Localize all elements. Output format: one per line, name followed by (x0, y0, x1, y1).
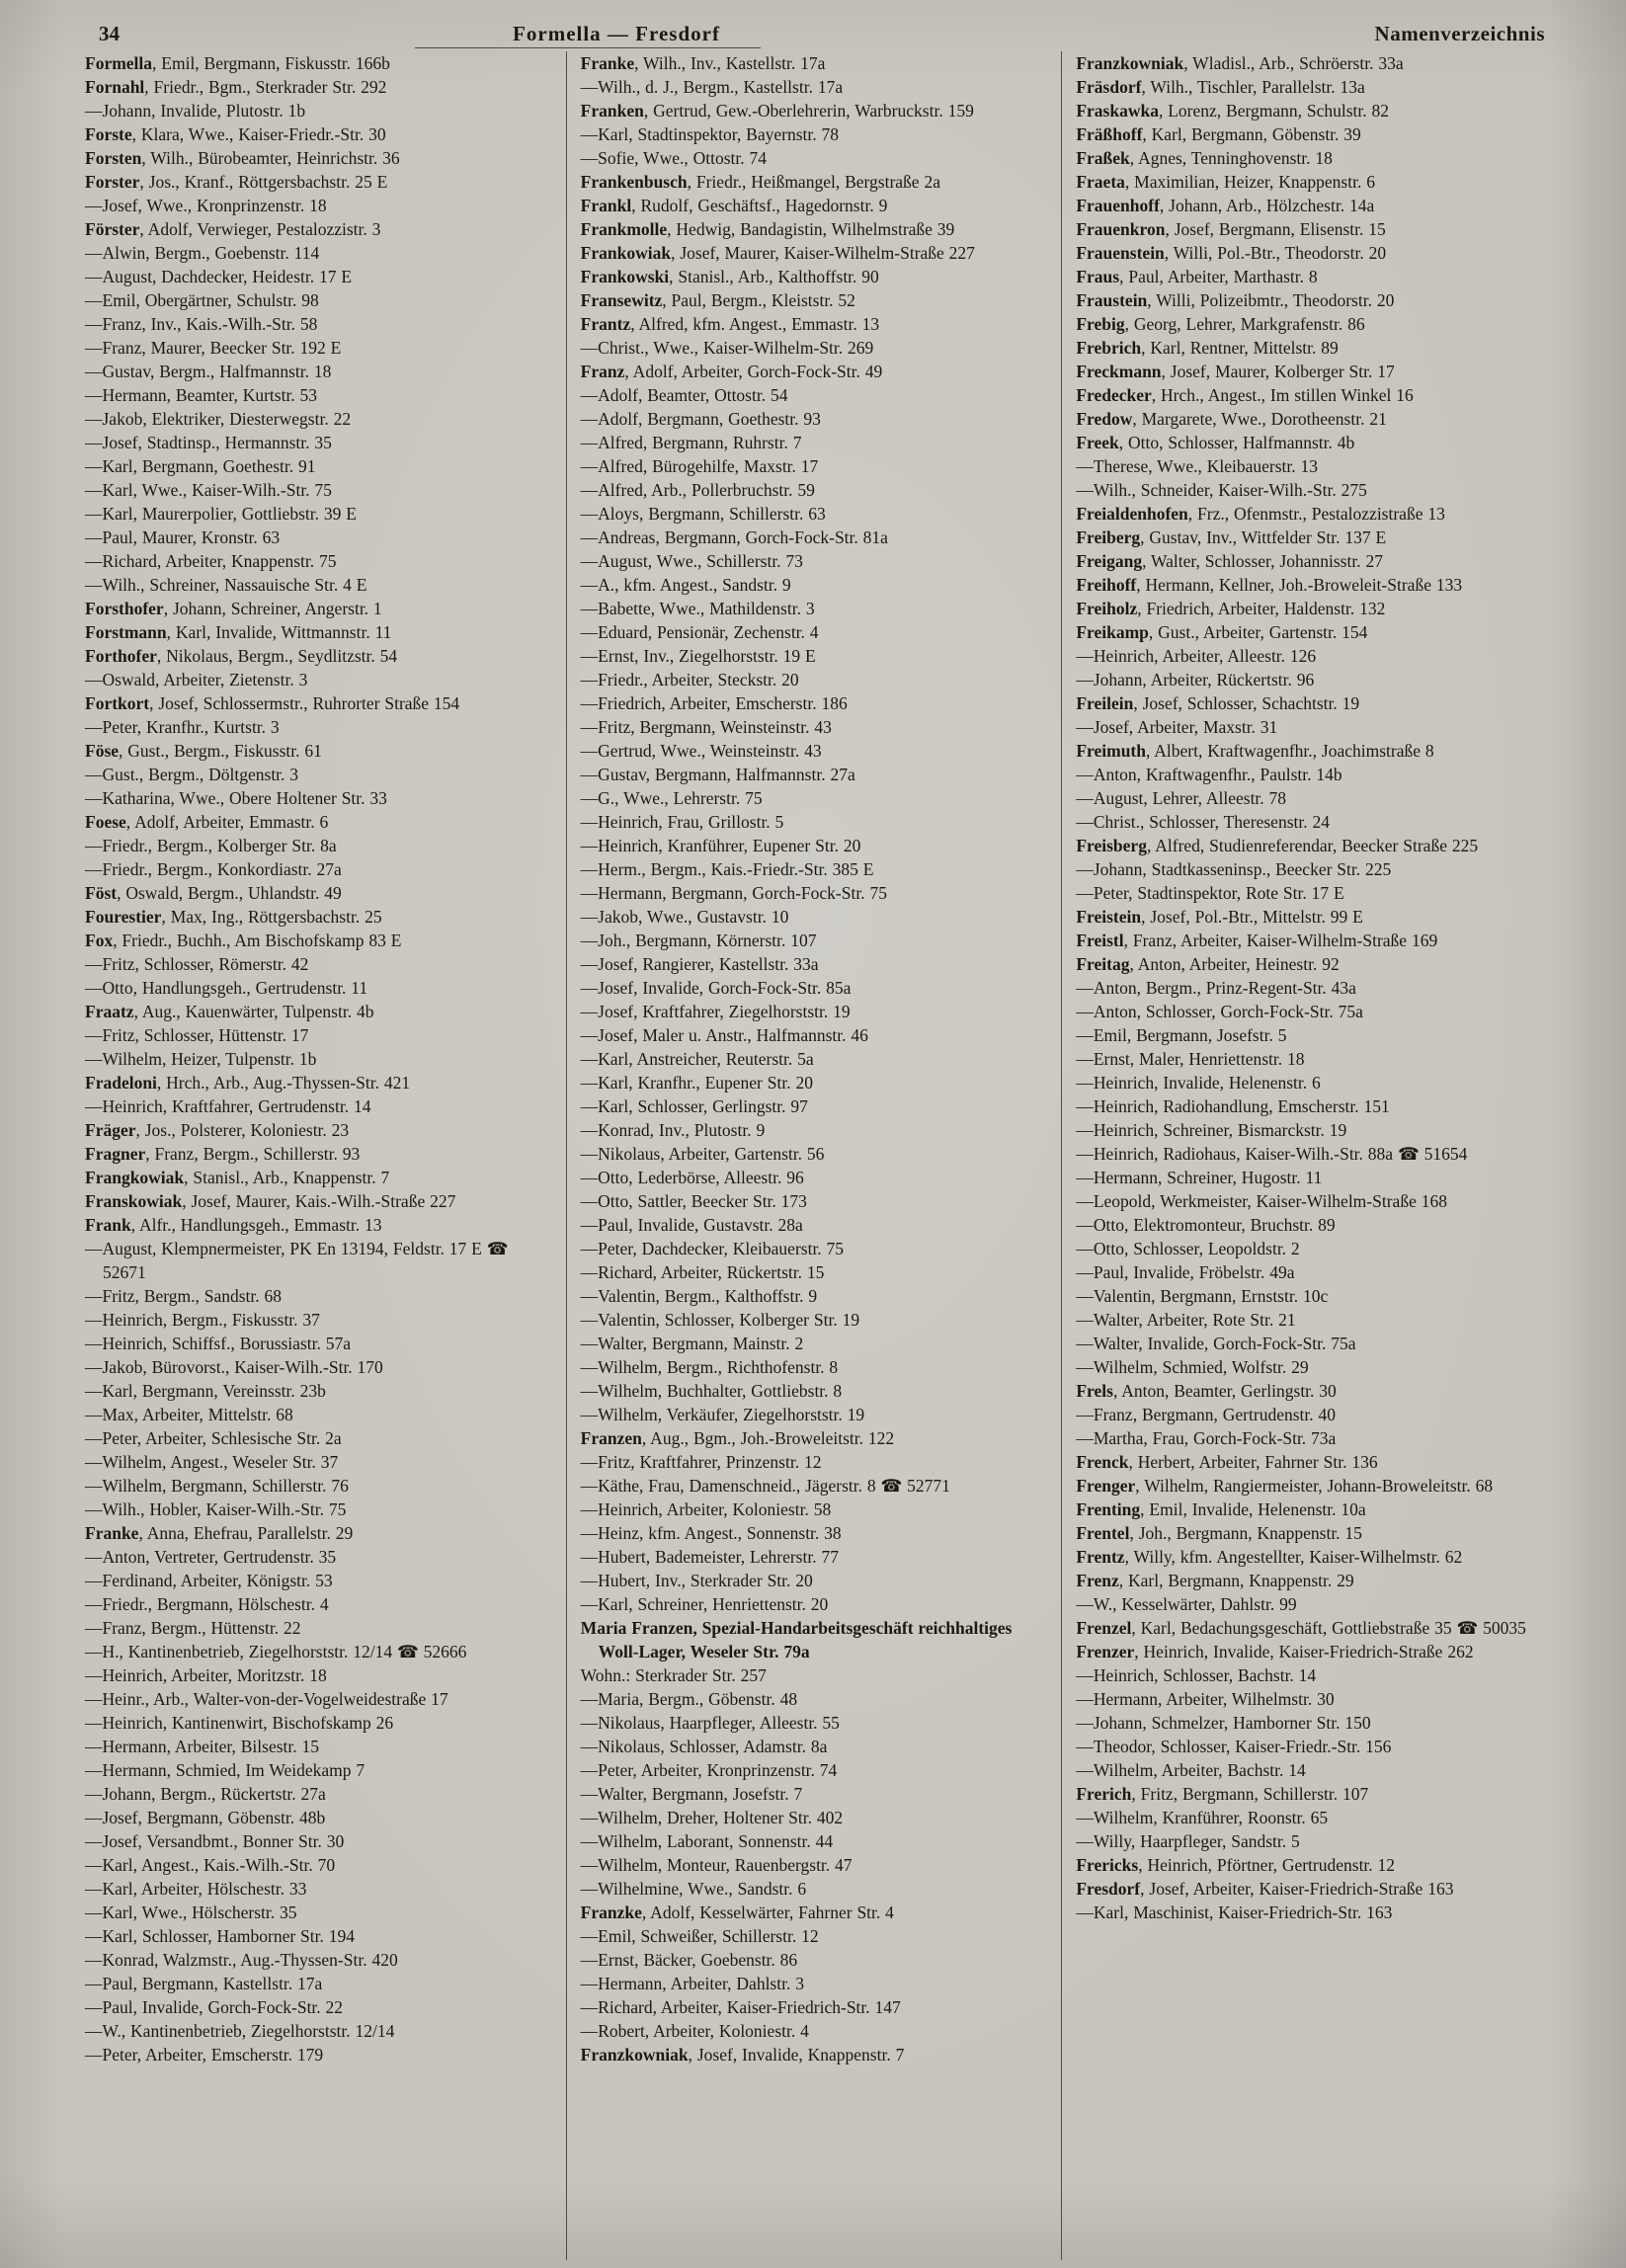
directory-entry: —Hermann, Schmied, Im Weidekamp 7 (85, 1760, 366, 1780)
directory-entry: —Heinrich, Arbeiter, Koloniestr. 58 (580, 1499, 832, 1519)
directory-entry: —Wilhelm, Angest., Weseler Str. 37 (85, 1452, 339, 1472)
directory-entry: —Otto, Elektromonteur, Bruchstr. 89 (1076, 1215, 1336, 1235)
directory-entry: —Wilhelm, Bergm., Richthofenstr. 8 (580, 1357, 839, 1377)
directory-entry: —Josef, Wwe., Kronprinzenstr. 18 (85, 196, 327, 215)
directory-entry: —Karl, Angest., Kais.-Wilh.-Str. 70 (85, 1855, 336, 1875)
directory-entry: —Sofie, Wwe., Ottostr. 74 (580, 148, 767, 168)
directory-entry: —Otto, Handlungsgeh., Gertrudenstr. 11 (85, 978, 368, 998)
directory-entry: Föst, Oswald, Bergm., Uhlandstr. 49 (85, 883, 342, 903)
directory-entry: Forster, Jos., Kranf., Röttgersbachstr. 25 E (85, 172, 388, 192)
directory-entry: —Peter, Dachdecker, Kleibauerstr. 75 (580, 1239, 845, 1258)
directory-entry: —Gertrud, Wwe., Weinsteinstr. 43 (580, 741, 822, 761)
directory-entry: —Heinrich, Kantinenwirt, Bischofskamp 26 (85, 1713, 394, 1733)
directory-entry: —Valentin, Schlosser, Kolberger Str. 19 (580, 1310, 860, 1330)
directory-entry: —Josef, Kraftfahrer, Ziegelhorststr. 19 (580, 1002, 851, 1021)
directory-entry: —Otto, Lederbörse, Alleestr. 96 (580, 1168, 804, 1187)
directory-entry: —Friedr., Bergm., Konkordiastr. 27a (85, 859, 342, 879)
directory-entry: Frauenhoff, Johann, Arb., Hölzchestr. 14a (1076, 196, 1375, 215)
directory-entry: Frankenbusch, Friedr., Heißmangel, Bergstraße 2a (580, 172, 940, 192)
directory-entry: —Heinrich, Radiohaus, Kaiser-Wilh.-Str. 88a ☎ 51654 (1076, 1144, 1468, 1164)
directory-entry: Fraustein, Willi, Polizeibmtr., Theodorstr. 20 (1076, 290, 1395, 310)
directory-entry: Fraßek, Agnes, Tenninghovenstr. 18 (1076, 148, 1333, 168)
directory-entry: —Adolf, Beamter, Ottostr. 54 (580, 385, 788, 405)
directory-entry: —Wilhelm, Schmied, Wolfstr. 29 (1076, 1357, 1309, 1377)
directory-entry: —Alfred, Arb., Pollerbruchstr. 59 (580, 480, 815, 500)
directory-entry: —Adolf, Bergmann, Goethestr. 93 (580, 409, 821, 429)
directory-entry: Frauenkron, Josef, Bergmann, Elisenstr. 15 (1076, 219, 1386, 239)
directory-entry: Frauenstein, Willi, Pol.-Btr., Theodorstr. 20 (1076, 243, 1387, 263)
directory-entry: —Heinrich, Radiohandlung, Emscherstr. 151 (1076, 1096, 1390, 1116)
directory-entry: —Wilh., Hobler, Kaiser-Wilh.-Str. 75 (85, 1499, 347, 1519)
directory-entry: —Leopold, Werkmeister, Kaiser-Wilhelm-Straße 168 (1076, 1191, 1447, 1211)
directory-entry: —Friedrich, Arbeiter, Emscherstr. 186 (580, 693, 848, 713)
directory-entry: —Jakob, Elektriker, Diesterwegstr. 22 (85, 409, 352, 429)
column-2 (566, 51, 1062, 2260)
directory-entry: Fredecker, Hrch., Angest., Im stillen Winkel 16 (1076, 385, 1414, 405)
directory-entry: —Hubert, Inv., Sterkrader Str. 20 (580, 1571, 813, 1590)
directory-entry: —Wilhelm, Heizer, Tulpenstr. 1b (85, 1049, 317, 1069)
directory-entry: Frantz, Alfred, kfm. Angest., Emmastr. 13 (580, 314, 880, 334)
directory-entry: —Wilhelm, Bergmann, Schillerstr. 76 (85, 1476, 349, 1496)
directory-entry: —Paul, Maurer, Kronstr. 63 (85, 527, 281, 547)
directory-entry: —Wilhelm, Monteur, Rauenbergstr. 47 (580, 1855, 853, 1875)
directory-entry: —Wilhelm, Arbeiter, Bachstr. 14 (1076, 1760, 1306, 1780)
directory-entry: —Wilhelm, Buchhalter, Gottliebstr. 8 (580, 1381, 843, 1401)
directory-entry: Fraskawka, Lorenz, Bergmann, Schulstr. 82 (1076, 101, 1389, 121)
directory-entry: Fredow, Margarete, Wwe., Dorotheenstr. 21 (1076, 409, 1387, 429)
directory-entry: —Maria, Bergm., Göbenstr. 48 (580, 1689, 798, 1709)
header-rule (415, 47, 761, 48)
directory-entry: Franskowiak, Josef, Maurer, Kais.-Wilh.-Straße 227 (85, 1191, 456, 1211)
directory-entry: Frenz, Karl, Bergmann, Knappenstr. 29 (1076, 1571, 1354, 1590)
directory-entry: —Richard, Arbeiter, Knappenstr. 75 (85, 551, 337, 571)
directory-entry: —Josef, Bergmann, Göbenstr. 48b (85, 1808, 326, 1827)
page-header (83, 20, 1549, 49)
directory-entry: —Heinrich, Arbeiter, Alleestr. 126 (1076, 646, 1317, 666)
directory-entry: —Robert, Arbeiter, Koloniestr. 4 (580, 2021, 809, 2041)
directory-entry: —Max, Arbeiter, Mittelstr. 68 (85, 1405, 293, 1424)
directory-entry: —Christ., Schlosser, Theresenstr. 24 (1076, 812, 1330, 832)
directory-entry: —Eduard, Pensionär, Zechenstr. 4 (580, 622, 819, 642)
directory-entry: —Heinrich, Kranführer, Eupener Str. 20 (580, 836, 861, 855)
directory-entry: —Franz, Maurer, Beecker Str. 192 E (85, 338, 342, 358)
column-1 (79, 51, 566, 2260)
directory-entry: —Peter, Stadtinspektor, Rote Str. 17 E (1076, 883, 1344, 903)
directory-entry: —Peter, Kranfhr., Kurtstr. 3 (85, 717, 280, 737)
directory-entry: —Ernst, Inv., Ziegelhorststr. 19 E (580, 646, 816, 666)
directory-entry: Franzkowniak, Josef, Invalide, Knappenstr. 7 (580, 2045, 905, 2065)
directory-entry: —Karl, Arbeiter, Hölschestr. 33 (85, 1879, 307, 1899)
directory-entry: —Ernst, Bäcker, Goebenstr. 86 (580, 1950, 798, 1970)
directory-entry: —Hermann, Bergmann, Gorch-Fock-Str. 75 (580, 883, 887, 903)
directory-entry: —Fritz, Bergm., Sandstr. 68 (85, 1286, 283, 1306)
directory-entry: —Wilh., Schneider, Kaiser-Wilh.-Str. 275 (1076, 480, 1367, 500)
directory-entry: —Wilhelm, Dreher, Holtener Str. 402 (580, 1808, 844, 1827)
directory-entry: —Nikolaus, Arbeiter, Gartenstr. 56 (580, 1144, 825, 1164)
directory-entry: —Heinz, kfm. Angest., Sonnenstr. 38 (580, 1523, 842, 1543)
directory-entry: —Willy, Haarpfleger, Sandstr. 5 (1076, 1831, 1300, 1851)
directory-entry: —Peter, Arbeiter, Schlesische Str. 2a (85, 1428, 342, 1448)
directory-entry: —Josef, Rangierer, Kastellstr. 33a (580, 954, 819, 974)
directory-entry: Forsten, Wilh., Bürobeamter, Heinrichstr. 36 (85, 148, 400, 168)
directory-entry: Frebrich, Karl, Rentner, Mittelstr. 89 (1076, 338, 1339, 358)
directory-entry: —Fritz, Bergmann, Weinsteinstr. 43 (580, 717, 832, 737)
directory-entry: Freisberg, Alfred, Studienreferendar, Beecker Straße 225 (1076, 836, 1479, 855)
directory-entry: —Hermann, Beamter, Kurtstr. 53 (85, 385, 318, 405)
directory-entry: —Heinrich, Bergm., Fiskusstr. 37 (85, 1310, 320, 1330)
directory-entry: Fradeloni, Hrch., Arb., Aug.-Thyssen-Str. 421 (85, 1073, 411, 1093)
directory-entry: —Karl, Bergmann, Goethestr. 91 (85, 456, 316, 476)
page-title: Formella — Fresdorf (513, 22, 720, 45)
directory-entry: Frenzer, Heinrich, Invalide, Kaiser-Friedrich-Straße 262 (1076, 1642, 1474, 1661)
directory-entry: —Heinrich, Schreiner, Bismarckstr. 19 (1076, 1120, 1347, 1140)
directory-entry: Maria Franzen, Spezial-Handarbeitsgeschäft reichhaltiges Woll-Lager, Weseler Str. 79a (580, 1618, 1013, 1661)
directory-entry: Wohn.: Sterkrader Str. 257 (580, 1665, 767, 1685)
directory-entry: —Joh., Bergmann, Körnerstr. 107 (580, 931, 817, 950)
directory-entry: Frentz, Willy, kfm. Angestellter, Kaiser-Wilhelmstr. 62 (1076, 1547, 1463, 1567)
directory-entry: Freilein, Josef, Schlosser, Schachtstr. 19 (1076, 693, 1360, 713)
directory-entry: Frentel, Joh., Bergmann, Knappenstr. 15 (1076, 1523, 1362, 1543)
directory-entry: —Babette, Wwe., Mathildenstr. 3 (580, 599, 815, 618)
directory-entry: —Andreas, Bergmann, Gorch-Fock-Str. 81a (580, 527, 888, 547)
directory-entry: —Friedr., Arbeiter, Steckstr. 20 (580, 670, 799, 689)
directory-entry: —Hubert, Bademeister, Lehrerstr. 77 (580, 1547, 839, 1567)
directory-entry: Freitag, Anton, Arbeiter, Heinestr. 92 (1076, 954, 1340, 974)
directory-entry: —Heinrich, Schiffsf., Borussiastr. 57a (85, 1334, 351, 1353)
directory-entry: Freiberg, Gustav, Inv., Wittfelder Str. 137 E (1076, 527, 1387, 547)
directory-entry: Forstmann, Karl, Invalide, Wittmannstr. 11 (85, 622, 392, 642)
directory-entry: Freistl, Franz, Arbeiter, Kaiser-Wilhelm-Straße 169 (1076, 931, 1438, 950)
directory-entry: —Katharina, Wwe., Obere Holtener Str. 33 (85, 788, 387, 808)
directory-columns (79, 51, 1557, 2260)
directory-entry: Fräßhoff, Karl, Bergmann, Göbenstr. 39 (1076, 124, 1361, 144)
directory-entry: Forste, Klara, Wwe., Kaiser-Friedr.-Str. 30 (85, 124, 386, 144)
directory-entry: —Karl, Schlosser, Gerlingstr. 97 (580, 1096, 808, 1116)
directory-entry: —Jakob, Bürovorst., Kaiser-Wilh.-Str. 170 (85, 1357, 383, 1377)
directory-entry: Franzke, Adolf, Kesselwärter, Fahrner Str. 4 (580, 1903, 894, 1922)
directory-entry: Freikamp, Gust., Arbeiter, Gartenstr. 154 (1076, 622, 1368, 642)
directory-entry: Freihoff, Hermann, Kellner, Joh.-Broweleit-Straße 133 (1076, 575, 1463, 595)
directory-entry: —Wilh., Schreiner, Nassauische Str. 4 E (85, 575, 367, 595)
directory-entry: —W., Kantinenbetrieb, Ziegelhorststr. 12/14 (85, 2021, 395, 2041)
directory-entry: —Wilhelm, Laborant, Sonnenstr. 44 (580, 1831, 834, 1851)
directory-entry: Frangkowiak, Stanisl., Arb., Knappenstr. 7 (85, 1168, 390, 1187)
directory-entry: Frank, Alfr., Handlungsgeh., Emmastr. 13 (85, 1215, 382, 1235)
directory-entry: —Karl, Schreiner, Henriettenstr. 20 (580, 1594, 829, 1614)
directory-entry: —Fritz, Kraftfahrer, Prinzenstr. 12 (580, 1452, 822, 1472)
directory-entry: —Karl, Wwe., Hölscherstr. 35 (85, 1903, 297, 1922)
directory-entry: —Josef, Invalide, Gorch-Fock-Str. 85a (580, 978, 852, 998)
directory-entry: —Josef, Stadtinsp., Hermannstr. 35 (85, 433, 332, 452)
directory-entry: —Josef, Maler u. Anstr., Halfmannstr. 46 (580, 1025, 868, 1045)
directory-entry: Franken, Gertrud, Gew.-Oberlehrerin, Warbruckstr. 159 (580, 101, 974, 121)
directory-entry: —Fritz, Schlosser, Hüttenstr. 17 (85, 1025, 309, 1045)
directory-entry: —Emil, Bergmann, Josefstr. 5 (1076, 1025, 1287, 1045)
directory-entry: —Karl, Kranfhr., Eupener Str. 20 (580, 1073, 813, 1093)
directory-entry: —Therese, Wwe., Kleibauerstr. 13 (1076, 456, 1318, 476)
directory-entry: Fräger, Jos., Polsterer, Koloniestr. 23 (85, 1120, 350, 1140)
directory-entry: —Emil, Schweißer, Schillerstr. 12 (580, 1926, 819, 1946)
directory-entry: —Paul, Invalide, Gustavstr. 28a (580, 1215, 803, 1235)
directory-entry: —Paul, Bergmann, Kastellstr. 17a (85, 1974, 323, 1993)
directory-entry: —H., Kantinenbetrieb, Ziegelhorststr. 12/14 ☎ 52666 (85, 1642, 467, 1661)
directory-entry: —Gustav, Bergm., Halfmannstr. 18 (85, 362, 332, 381)
directory-entry: —Konrad, Walzmstr., Aug.-Thyssen-Str. 420 (85, 1950, 398, 1970)
directory-entry: —Heinrich, Kraftfahrer, Gertrudenstr. 14 (85, 1096, 371, 1116)
directory-entry: —Christ., Wwe., Kaiser-Wilhelm-Str. 269 (580, 338, 874, 358)
directory-entry: —Anton, Bergm., Prinz-Regent-Str. 43a (1076, 978, 1356, 998)
directory-entry: Formella, Emil, Bergmann, Fiskusstr. 166b (85, 53, 390, 73)
directory-entry: —Anton, Vertreter, Gertrudenstr. 35 (85, 1547, 337, 1567)
directory-entry: —Emil, Obergärtner, Schulstr. 98 (85, 290, 319, 310)
directory-entry: —Gust., Bergm., Döltgenstr. 3 (85, 765, 299, 784)
directory-entry: Frenzel, Karl, Bedachungsgeschäft, Gottliebstraße 35 ☎ 50035 (1076, 1618, 1526, 1638)
directory-entry: —Nikolaus, Schlosser, Adamstr. 8a (580, 1737, 828, 1756)
directory-entry: —Alfred, Bürogehilfe, Maxstr. 17 (580, 456, 819, 476)
directory-entry: Fragner, Franz, Bergm., Schillerstr. 93 (85, 1144, 361, 1164)
directory-entry: Föse, Gust., Bergm., Fiskusstr. 61 (85, 741, 322, 761)
directory-entry: Frebig, Georg, Lehrer, Markgrafenstr. 86 (1076, 314, 1365, 334)
directory-entry: —Friedr., Bergmann, Hölschestr. 4 (85, 1594, 329, 1614)
directory-entry: —Hermann, Arbeiter, Bilsestr. 15 (85, 1737, 320, 1756)
directory-entry: —Herm., Bergm., Kais.-Friedr.-Str. 385 E (580, 859, 874, 879)
directory-entry: Freigang, Walter, Schlosser, Johannisstr. 27 (1076, 551, 1383, 571)
directory-entry: —August, Wwe., Schillerstr. 73 (580, 551, 803, 571)
directory-entry: —Valentin, Bergm., Kalthoffstr. 9 (580, 1286, 818, 1306)
directory-entry: —Johann, Stadtkasseninsp., Beecker Str. 225 (1076, 859, 1392, 879)
directory-entry: Franz, Adolf, Arbeiter, Gorch-Fock-Str. 49 (580, 362, 883, 381)
directory-entry: —Käthe, Frau, Damenschneid., Jägerstr. 8 ☎ 52771 (580, 1476, 950, 1496)
directory-entry: —A., kfm. Angest., Sandstr. 9 (580, 575, 791, 595)
directory-entry: Forsthofer, Johann, Schreiner, Angerstr. 1 (85, 599, 382, 618)
directory-entry: —Fritz, Schlosser, Römerstr. 42 (85, 954, 309, 974)
directory-entry: —Peter, Arbeiter, Emscherstr. 179 (85, 2045, 324, 2065)
page-number: 34 (99, 22, 120, 45)
directory-entry: Frericks, Heinrich, Pförtner, Gertrudenstr. 12 (1076, 1855, 1396, 1875)
directory-entry: —Nikolaus, Haarpfleger, Alleestr. 55 (580, 1713, 840, 1733)
directory-entry: —August, Klempnermeister, PK En 13194, Feldstr. 17 E ☎ 52671 (85, 1239, 509, 1282)
directory-entry: Frerich, Fritz, Bergmann, Schillerstr. 107 (1076, 1784, 1369, 1804)
directory-entry: —Otto, Schlosser, Leopoldstr. 2 (1076, 1239, 1300, 1258)
directory-entry: Frankowski, Stanisl., Arb., Kalthoffstr. 90 (580, 267, 879, 286)
directory-entry: —Wilh., d. J., Bergm., Kastellstr. 17a (580, 77, 844, 97)
directory-entry: Frels, Anton, Beamter, Gerlingstr. 30 (1076, 1381, 1337, 1401)
directory-entry: —Ernst, Maler, Henriettenstr. 18 (1076, 1049, 1305, 1069)
directory-entry: —Valentin, Bergmann, Ernststr. 10c (1076, 1286, 1329, 1306)
directory-entry: —August, Dachdecker, Heidestr. 17 E (85, 267, 353, 286)
directory-entry: Frankowiak, Josef, Maurer, Kaiser-Wilhelm-Straße 227 (580, 243, 975, 263)
directory-entry: Freistein, Josef, Pol.-Btr., Mittelstr. 99 E (1076, 907, 1363, 927)
directory-entry: —Franz, Bergmann, Gertrudenstr. 40 (1076, 1405, 1336, 1424)
directory-entry: —Karl, Anstreicher, Reuterstr. 5a (580, 1049, 814, 1069)
directory-entry: —Karl, Schlosser, Hamborner Str. 194 (85, 1926, 355, 1946)
directory-entry: —Karl, Stadtinspektor, Bayernstr. 78 (580, 124, 839, 144)
directory-entry: —Johann, Bergm., Rückertstr. 27a (85, 1784, 326, 1804)
directory-entry: —Walter, Bergmann, Mainstr. 2 (580, 1334, 804, 1353)
directory-entry: —Gustav, Bergmann, Halfmannstr. 27a (580, 765, 855, 784)
directory-entry: Franke, Wilh., Inv., Kastellstr. 17a (580, 53, 826, 73)
directory-entry: Freek, Otto, Schlosser, Halfmannstr. 4b (1076, 433, 1355, 452)
directory-entry: —Walter, Arbeiter, Rote Str. 21 (1076, 1310, 1296, 1330)
directory-entry: —Anton, Schlosser, Gorch-Fock-Str. 75a (1076, 1002, 1363, 1021)
directory-entry: —G., Wwe., Lehrerstr. 75 (580, 788, 763, 808)
directory-entry: —Aloys, Bergmann, Schillerstr. 63 (580, 504, 826, 524)
directory-entry: Freialdenhofen, Frz., Ofenmstr., Pestalozzistraße 13 (1076, 504, 1445, 524)
directory-entry: —Heinrich, Arbeiter, Moritzstr. 18 (85, 1665, 327, 1685)
directory-entry: —Oswald, Arbeiter, Zietenstr. 3 (85, 670, 308, 689)
directory-entry: —Heinrich, Frau, Grillostr. 5 (580, 812, 784, 832)
directory-entry: Frenck, Herbert, Arbeiter, Fahrner Str. 136 (1076, 1452, 1378, 1472)
directory-entry: —Konrad, Inv., Plutostr. 9 (580, 1120, 766, 1140)
directory-entry: —Otto, Sattler, Beecker Str. 173 (580, 1191, 807, 1211)
directory-entry: Fransewitz, Paul, Bergm., Kleiststr. 52 (580, 290, 855, 310)
directory-entry: —Karl, Maurerpolier, Gottliebstr. 39 E (85, 504, 357, 524)
directory-entry: —Wilhelmine, Wwe., Sandstr. 6 (580, 1879, 807, 1899)
directory-entry: Fornahl, Friedr., Bgm., Sterkrader Str. 292 (85, 77, 387, 97)
directory-entry: —Alwin, Bergm., Goebenstr. 114 (85, 243, 320, 263)
directory-entry: —Johann, Invalide, Plutostr. 1b (85, 101, 306, 121)
directory-entry: Franzen, Aug., Bgm., Joh.-Broweleitstr. 122 (580, 1428, 895, 1448)
directory-entry: Fortkort, Josef, Schlossermstr., Ruhrorter Straße 154 (85, 693, 460, 713)
column-3 (1061, 51, 1557, 2260)
directory-entry: —Walter, Bergmann, Josefstr. 7 (580, 1784, 803, 1804)
directory-entry: —Friedr., Bergm., Kolberger Str. 8a (85, 836, 337, 855)
directory-entry: Fresdorf, Josef, Arbeiter, Kaiser-Friedrich-Straße 163 (1076, 1879, 1454, 1899)
directory-entry: —Martha, Frau, Gorch-Fock-Str. 73a (1076, 1428, 1337, 1448)
directory-entry: —Heinrich, Schlosser, Bachstr. 14 (1076, 1665, 1317, 1685)
directory-entry: —Heinrich, Invalide, Helenenstr. 6 (1076, 1073, 1321, 1093)
directory-entry: —Franz, Bergm., Hüttenstr. 22 (85, 1618, 301, 1638)
directory-entry: —Hermann, Schreiner, Hugostr. 11 (1076, 1168, 1323, 1187)
directory-entry: Franzkowniak, Wladisl., Arb., Schröerstr. 33a (1076, 53, 1404, 73)
directory-entry: —Peter, Arbeiter, Kronprinzenstr. 74 (580, 1760, 838, 1780)
directory-entry: Forthofer, Nikolaus, Bergm., Seydlitzstr. 54 (85, 646, 398, 666)
directory-entry: —Theodor, Schlosser, Kaiser-Friedr.-Str. 156 (1076, 1737, 1392, 1756)
directory-entry: —Anton, Kraftwagenfhr., Paulstr. 14b (1076, 765, 1342, 784)
directory-entry: Frankmolle, Hedwig, Bandagistin, Wilhelmstraße 39 (580, 219, 955, 239)
directory-entry: Fox, Friedr., Buchh., Am Bischofskamp 83 E (85, 931, 402, 950)
directory-entry: —Richard, Arbeiter, Kaiser-Friedrich-Str. 147 (580, 1997, 901, 2017)
directory-entry: Freckmann, Josef, Maurer, Kolberger Str. 17 (1076, 362, 1395, 381)
directory-entry: —Richard, Arbeiter, Rückertstr. 15 (580, 1262, 825, 1282)
directory-entry: Freimuth, Albert, Kraftwagenfhr., Joachimstraße 8 (1076, 741, 1434, 761)
directory-entry: Fourestier, Max, Ing., Röttgersbachstr. 25 (85, 907, 382, 927)
directory-entry: —Ferdinand, Arbeiter, Königstr. 53 (85, 1571, 333, 1590)
directory-entry: —Josef, Arbeiter, Maxstr. 31 (1076, 717, 1278, 737)
directory-entry: —Johann, Schmelzer, Hamborner Str. 150 (1076, 1713, 1371, 1733)
directory-entry: Förster, Adolf, Verwieger, Pestalozzistr. 3 (85, 219, 381, 239)
directory-entry: —Hermann, Arbeiter, Wilhelmstr. 30 (1076, 1689, 1335, 1709)
directory-entry: —Wilhelm, Verkäufer, Ziegelhorststr. 19 (580, 1405, 865, 1424)
directory-entry: Freiholz, Friedrich, Arbeiter, Haldenstr. 132 (1076, 599, 1386, 618)
directory-entry: Frenting, Emil, Invalide, Helenenstr. 10a (1076, 1499, 1366, 1519)
directory-entry: —Karl, Wwe., Kaiser-Wilh.-Str. 75 (85, 480, 332, 500)
directory-entry: Fräsdorf, Wilh., Tischler, Parallelstr. 13a (1076, 77, 1365, 97)
directory-entry: Fraus, Paul, Arbeiter, Marthastr. 8 (1076, 267, 1318, 286)
directory-entry: Foese, Adolf, Arbeiter, Emmastr. 6 (85, 812, 329, 832)
directory-entry: —Alfred, Bergmann, Ruhrstr. 7 (580, 433, 802, 452)
directory-entry: —Paul, Invalide, Gorch-Fock-Str. 22 (85, 1997, 344, 2017)
directory-entry: —August, Lehrer, Alleestr. 78 (1076, 788, 1287, 808)
directory-entry: —Paul, Invalide, Fröbelstr. 49a (1076, 1262, 1295, 1282)
directory-entry: Franke, Anna, Ehefrau, Parallelstr. 29 (85, 1523, 354, 1543)
directory-entry: Frenger, Wilhelm, Rangiermeister, Johann-Broweleitstr. 68 (1076, 1476, 1494, 1496)
directory-entry: —W., Kesselwärter, Dahlstr. 99 (1076, 1594, 1297, 1614)
directory-entry: —Johann, Arbeiter, Rückertstr. 96 (1076, 670, 1315, 689)
directory-entry: Frankl, Rudolf, Geschäftsf., Hagedornstr. 9 (580, 196, 888, 215)
directory-entry: —Wilhelm, Kranführer, Roonstr. 65 (1076, 1808, 1329, 1827)
directory-entry: —Hermann, Arbeiter, Dahlstr. 3 (580, 1974, 804, 1993)
directory-entry: Fraatz, Aug., Kauenwärter, Tulpenstr. 4b (85, 1002, 374, 1021)
directory-entry: —Jakob, Wwe., Gustavstr. 10 (580, 907, 789, 927)
directory-entry: —Heinr., Arb., Walter-von-der-Vogelweidestraße 17 (85, 1689, 448, 1709)
directory-entry: —Josef, Versandbmt., Bonner Str. 30 (85, 1831, 345, 1851)
directory-entry: —Karl, Maschinist, Kaiser-Friedrich-Str. 163 (1076, 1903, 1393, 1922)
directory-entry: —Karl, Bergmann, Vereinsstr. 23b (85, 1381, 326, 1401)
section-label: Namenverzeichnis (1374, 22, 1545, 45)
directory-entry: —Franz, Inv., Kais.-Wilh.-Str. 58 (85, 314, 318, 334)
directory-entry: —Walter, Invalide, Gorch-Fock-Str. 75a (1076, 1334, 1356, 1353)
directory-entry: Fraeta, Maximilian, Heizer, Knappenstr. 6 (1076, 172, 1375, 192)
